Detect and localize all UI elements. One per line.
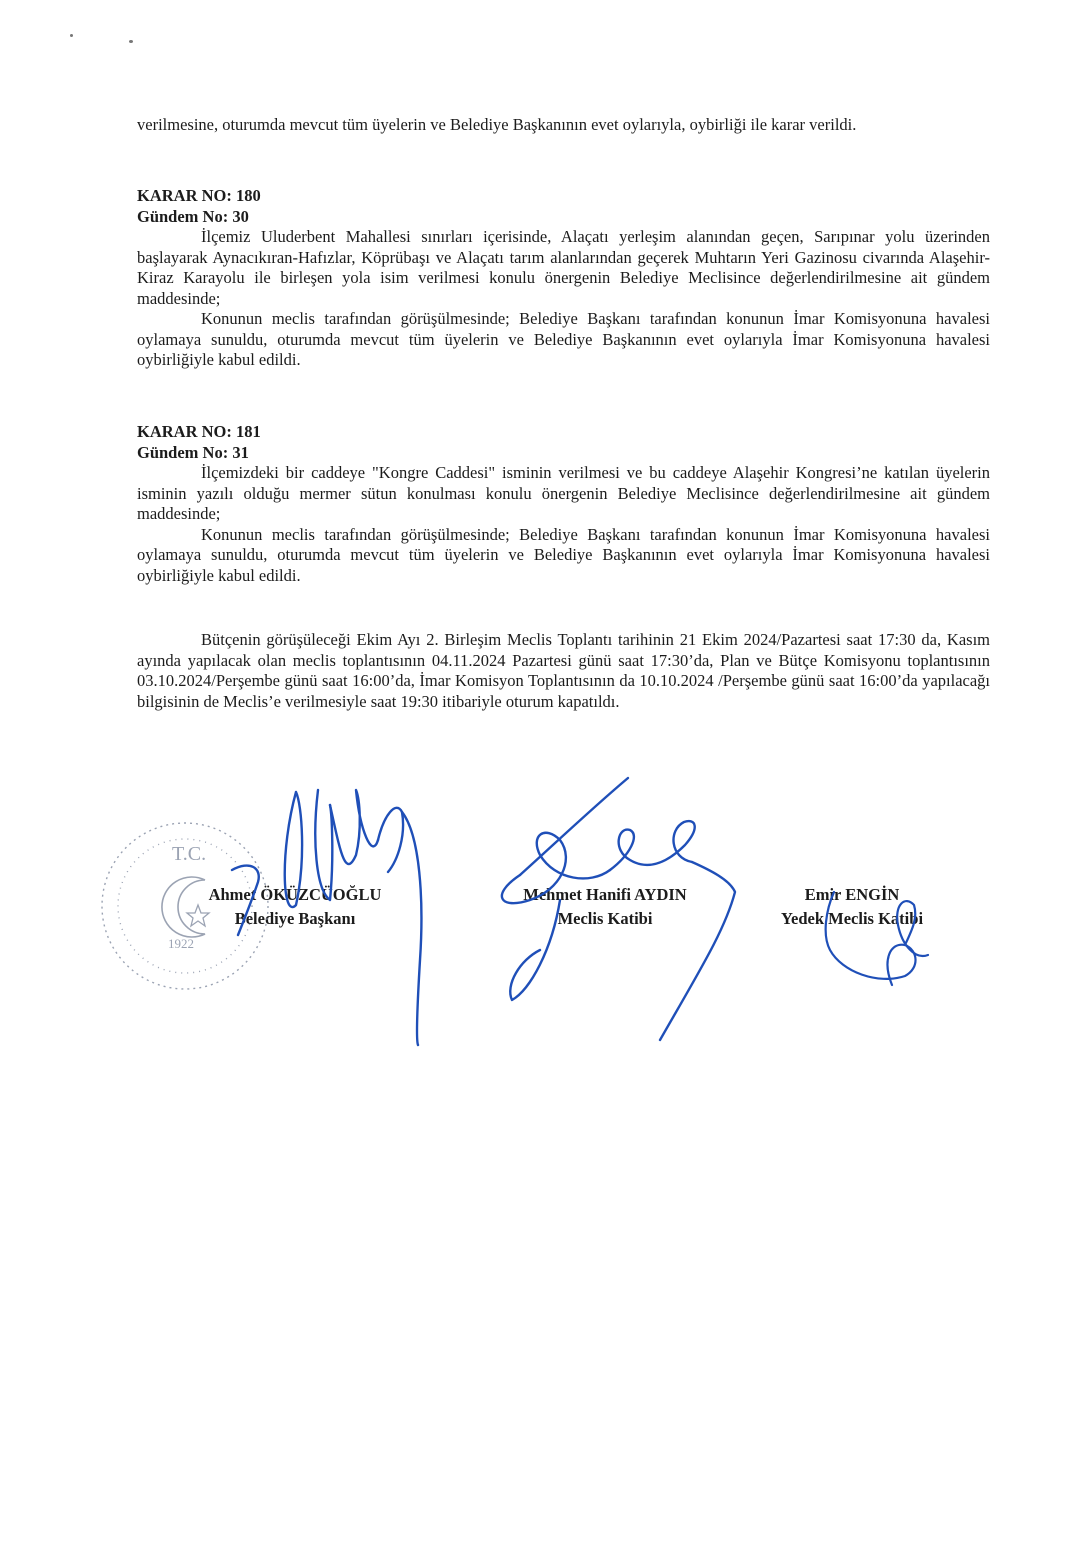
decision-180-result: Konunun meclis tarafından görüşülmesinde; Belediye Başkanı tarafından konunun İmar Komisyonuna havalesi oylamaya sunuldu, oturumda mevcut tüm üyelerin ve Belediye Başkanının evet oylarıyla İmar Komisyonuna havalesi oybirliğiyle kabul edildi. [137, 309, 990, 369]
decision-181-subject: İlçemizdeki bir caddeye "Kongre Caddesi" isminin verilmesi ve bu caddeye Alaşehir Kongresi’ne katılan üyelerin isminin yazılı olduğu mermer sütun konulması konulu önergenin Belediye Meclisince değerlendirilmesine ait gündem maddesinde; [137, 463, 990, 523]
clerk-title: Meclis Katibi [557, 909, 653, 928]
mayor-title: Belediye Başkanı [234, 909, 356, 928]
mayor-name: Ahmet ÖKÜZCÜOĞLU [208, 885, 382, 904]
decision-181-block [137, 421, 990, 586]
decision-181-result: Konunun meclis tarafından görüşülmesinde; Belediye Başkanı tarafından konunun İmar Komisyonuna havalesi oylamaya sunuldu, oturumda mevcut tüm üyelerin ve Belediye Başkanının evet oylarıyla İmar Komisyonuna havalesi oybirliğiyle kabul edildi. [137, 524, 990, 585]
scan-speck [129, 40, 133, 43]
clerk-name: Mehmet Hanifi AYDIN [523, 885, 687, 904]
closing-paragraph: Bütçenin görüşüleceği Ekim Ayı 2. Birleşim Meclis Toplantı tarihinin 21 Ekim 2024/Pazartesi saat 17:30 da, Kasım ayında yapılacak olan meclis toplantısının 04.11.2024 Pazartesi günü saat 17:30’da, Plan ve Bütçe Komisyonu toplantısının 03.10.2024/Perşembe günü saat 16:00’da, İmar Komisyon Toplantısının da 10.10.2024 /Perşembe günü saat 16:00’da yapılacağı bilgisinin de Meclis’e verilmesiyle saat 19:30 itibariyle oturum kapatıldı. [137, 630, 990, 711]
deputy-clerk-name: Emir ENGİN [804, 885, 900, 904]
signature-block-mayor [175, 883, 415, 931]
svg-text:T.C.: T.C. [172, 843, 207, 865]
karar-no-181: KARAR NO: 181 [137, 422, 261, 441]
svg-text:1922: 1922 [168, 936, 194, 951]
decision-180-subject: İlçemiz Uluderbent Mahallesi sınırları içerisinde, Alaçatı yerleşim alanından geçen, Sarıpınar yolu üzerinden başlayarak Aynacıkıran-Hafızlar, Köprübaşı ve Alaçatı tarım alanlarından geçerek Muhtarın Yeri Gazinosu civarında Alaşehir-Kiraz Karayolu ile birleşen yola isim verilmesi konulu önergenin Belediye Meclisince değerlendirilmesine ait gündem maddesinde; [137, 227, 990, 308]
karar-no-180: KARAR NO: 180 [137, 186, 261, 205]
closing-paragraph-block [137, 630, 990, 712]
decision-180-block [137, 185, 990, 371]
signature-block-deputy-clerk [742, 883, 962, 931]
intro-paragraph: verilmesine, oturumda mevcut tüm üyelerin ve Belediye Başkanının evet oylarıyla, oybirliği ile karar verildi. [137, 115, 857, 134]
deputy-clerk-title: Yedek Meclis Katibi [780, 909, 924, 928]
scan-speck [70, 34, 73, 37]
signature-block-clerk [485, 883, 725, 931]
gundem-no-30: Gündem No: 30 [137, 207, 249, 226]
gundem-no-31: Gündem No: 31 [137, 443, 249, 462]
intro-paragraph-block [137, 115, 990, 136]
